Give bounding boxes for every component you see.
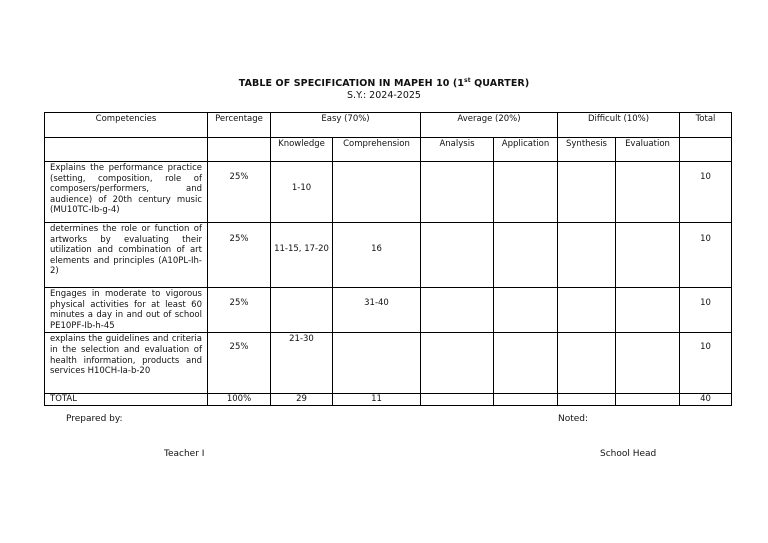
- header-empty: [208, 138, 271, 162]
- synthesis-cell: [558, 162, 616, 223]
- document-title: [0, 77, 768, 89]
- specification-table: [44, 112, 732, 406]
- total-row: [45, 394, 732, 406]
- table-row: [45, 288, 732, 333]
- analysis-cell: [421, 333, 494, 394]
- analysis-cell: [421, 223, 494, 288]
- total-items: 40: [680, 394, 732, 406]
- evaluation-cell: [616, 162, 680, 223]
- analysis-cell: [421, 162, 494, 223]
- school-head-title: School Head: [600, 449, 657, 459]
- percentage-cell: 25%: [208, 333, 271, 394]
- header-row-2: [45, 138, 732, 162]
- total-evaluation: [616, 394, 680, 406]
- total-percentage: 100%: [208, 394, 271, 406]
- competency-cell: explains the guidelines and criteria in the selection and evaluation of health information, products and services H10CH-Ia-b-20: [45, 333, 208, 394]
- evaluation-cell: [616, 288, 680, 333]
- header-average: Average (20%): [421, 113, 558, 138]
- evaluation-cell: [616, 333, 680, 394]
- application-cell: [494, 162, 558, 223]
- percentage-cell: 25%: [208, 223, 271, 288]
- header-empty: [45, 138, 208, 162]
- header-application: Application: [494, 138, 558, 162]
- header-total: Total: [680, 113, 732, 138]
- teacher-title: Teacher I: [164, 449, 205, 459]
- evaluation-cell: [616, 223, 680, 288]
- noted-label: Noted:: [558, 414, 589, 424]
- table-row: [45, 223, 732, 288]
- header-row-1: [45, 113, 732, 138]
- prepared-by-label: Prepared by:: [66, 414, 123, 424]
- school-year: S.Y.: 2024-2025: [347, 90, 421, 101]
- total-analysis: [421, 394, 494, 406]
- header-easy: Easy (70%): [271, 113, 421, 138]
- comprehension-cell: 31-40: [333, 288, 421, 333]
- title-main: TABLE OF SPECIFICATION IN MAPEH 10 (1: [238, 78, 465, 89]
- application-cell: [494, 333, 558, 394]
- total-knowledge: 29: [271, 394, 333, 406]
- competency-cell: determines the role or function of artworks by evaluating their utilization and combination of art elements and principles (A10PL-Ih-2): [45, 223, 208, 288]
- total-application: [494, 394, 558, 406]
- header-synthesis: Synthesis: [558, 138, 616, 162]
- synthesis-cell: [558, 333, 616, 394]
- knowledge-cell: 11-15, 17-20: [271, 223, 333, 288]
- header-analysis: Analysis: [421, 138, 494, 162]
- application-cell: [494, 288, 558, 333]
- competency-cell: Explains the performance practice (setting, composition, role of composers/performers, and audience) of 20th century music (MU10TC-Ib-g-4): [45, 162, 208, 223]
- header-knowledge: Knowledge: [271, 138, 333, 162]
- comprehension-cell: 16: [333, 223, 421, 288]
- application-cell: [494, 223, 558, 288]
- header-evaluation: Evaluation: [616, 138, 680, 162]
- competency-cell: Engages in moderate to vigorous physical activities for at least 60 minutes a day in and out of school PE10PF-Ib-h-45: [45, 288, 208, 333]
- header-competencies: Competencies: [45, 113, 208, 138]
- total-cell: 10: [680, 288, 732, 333]
- knowledge-cell: 1-10: [271, 162, 333, 223]
- synthesis-cell: [558, 288, 616, 333]
- total-label: TOTAL: [45, 394, 208, 406]
- percentage-cell: 25%: [208, 288, 271, 333]
- percentage-cell: 25%: [208, 162, 271, 223]
- total-comprehension: 11: [333, 394, 421, 406]
- table-row: [45, 162, 732, 223]
- table-row: [45, 333, 732, 394]
- header-comprehension: Comprehension: [333, 138, 421, 162]
- analysis-cell: [421, 288, 494, 333]
- total-cell: 10: [680, 333, 732, 394]
- header-difficult: Difficult (10%): [558, 113, 680, 138]
- knowledge-cell: 21-30: [271, 333, 333, 394]
- header-percentage: Percentage: [208, 113, 271, 138]
- total-synthesis: [558, 394, 616, 406]
- total-cell: 10: [680, 162, 732, 223]
- header-empty: [680, 138, 732, 162]
- title-superscript: st: [464, 77, 471, 84]
- knowledge-cell: [271, 288, 333, 333]
- comprehension-cell: [333, 162, 421, 223]
- title-end: QUARTER): [470, 78, 530, 89]
- total-cell: 10: [680, 223, 732, 288]
- comprehension-cell: [333, 333, 421, 394]
- synthesis-cell: [558, 223, 616, 288]
